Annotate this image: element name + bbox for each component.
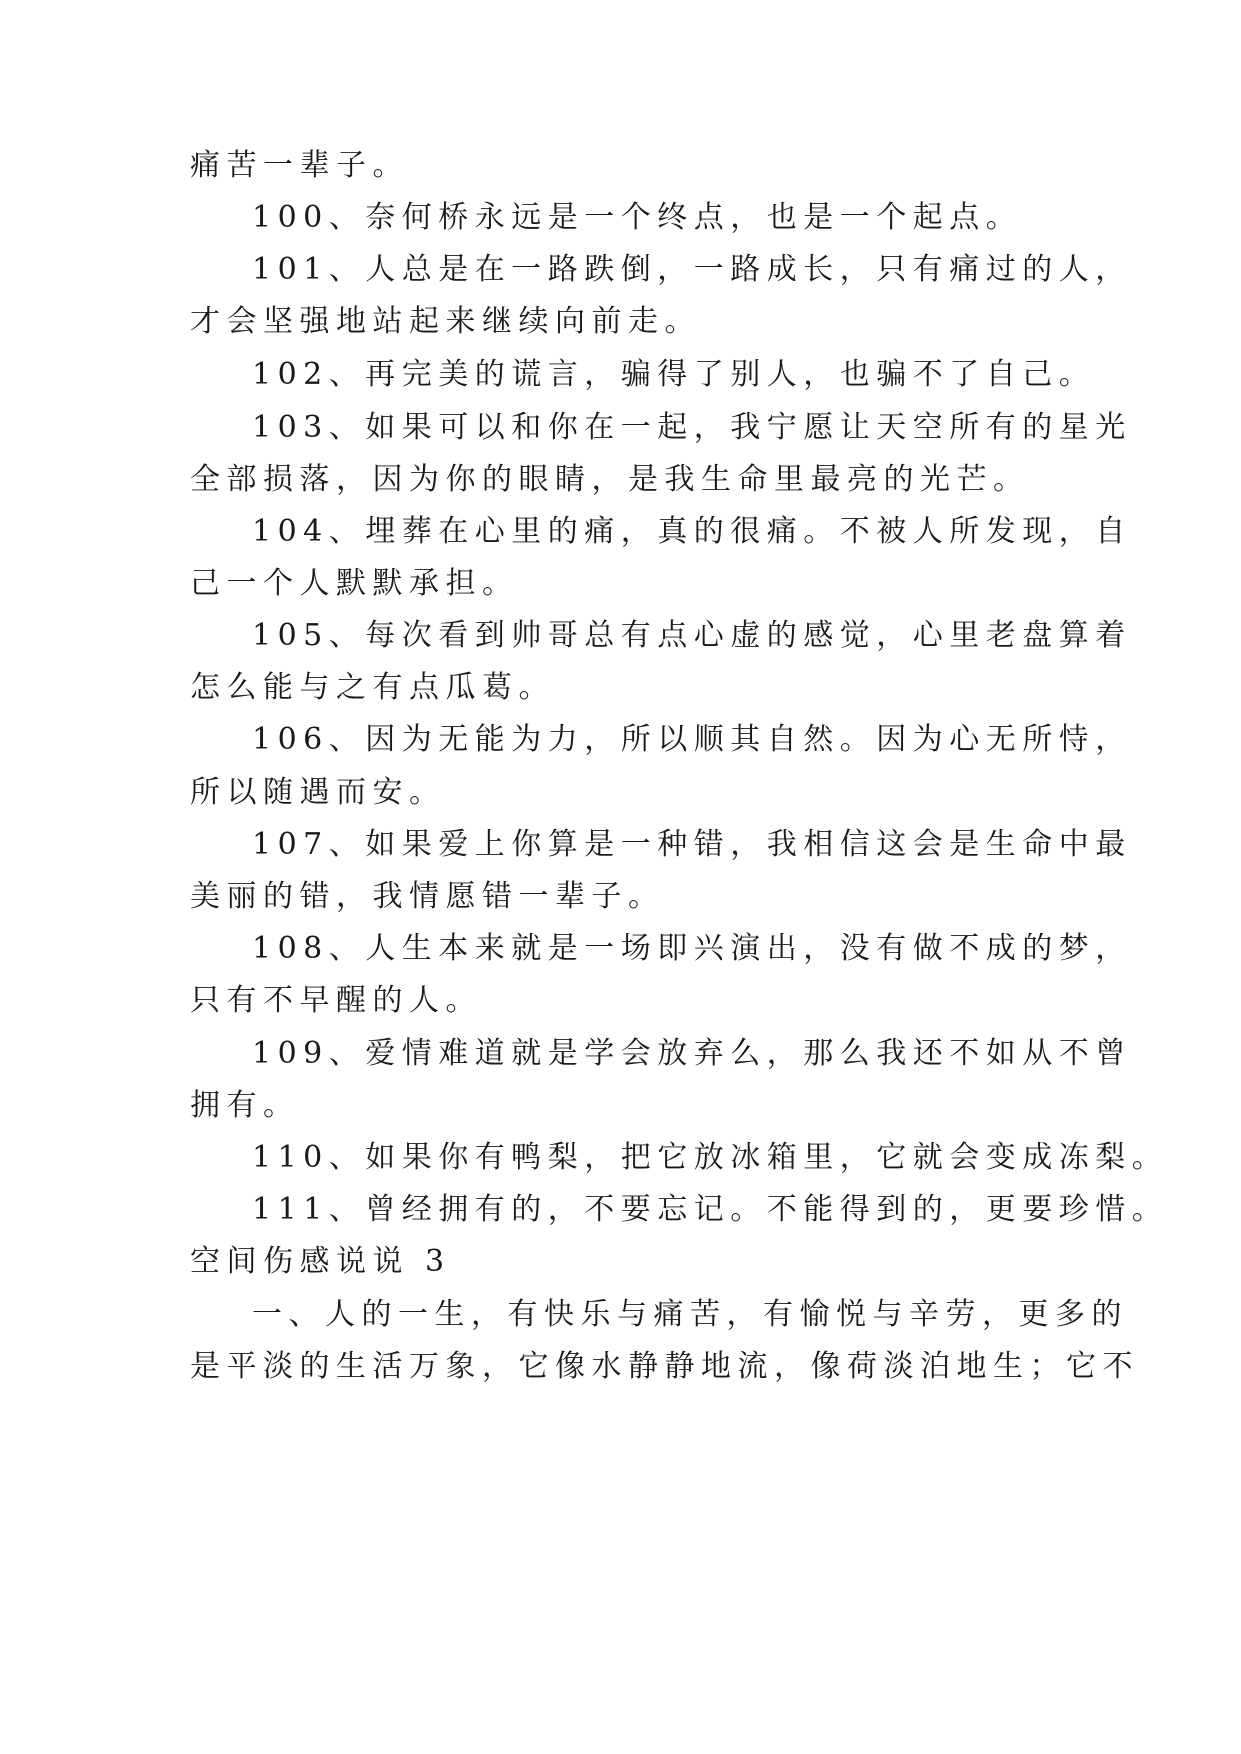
text-line: 109、爱情难道就是学会放弃么，那么我还不如从不曾 [252,1036,1132,1071]
text-line: 是平淡的生活万象，它像水静静地流，像荷淡泊地生；它不 [190,1349,1139,1384]
text-line: 110、如果你有鸭梨，把它放冰箱里，它就会变成冻梨。 [252,1140,1169,1175]
text-line: 107、如果爱上你算是一种错，我相信这会是生命中最 [252,827,1132,862]
text-line: 105、每次看到帅哥总有点心虚的感觉，心里老盘算着 [252,618,1132,653]
text-line: 美丽的错，我情愿错一辈子。 [190,879,665,914]
text-line: 106、因为无能为力，所以顺其自然。因为心无所恃， [252,722,1132,757]
text-line: 111、曾经拥有的，不要忘记。不能得到的，更要珍惜。 [252,1192,1169,1227]
text-line: 拥有。 [190,1088,300,1123]
text-line: 只有不早醒的人。 [190,983,482,1018]
text-line: 所以随遇而安。 [190,775,446,810]
text-line: 痛苦一辈子。 [190,148,409,183]
section-heading: 空间伤感说说 3 [190,1244,451,1279]
text-line: 100、奈何桥永远是一个终点，也是一个起点。 [252,200,1023,235]
text-line: 才会坚强地站起来继续向前走。 [190,304,701,339]
text-line: 怎么能与之有点瓜葛。 [190,670,555,705]
text-line: 己一个人默默承担。 [190,566,519,601]
text-line: 104、埋葬在心里的痛，真的很痛。不被人所发现，自 [252,514,1132,549]
text-line: 102、再完美的谎言，骗得了别人，也骗不了自己。 [252,357,1096,392]
text-line: 一、人的一生，有快乐与痛苦，有愉悦与辛劳，更多的 [252,1297,1128,1332]
text-line: 103、如果可以和你在一起，我宁愿让天空所有的星光 [252,410,1132,445]
text-line: 全部损落，因为你的眼睛，是我生命里最亮的光芒。 [190,462,1030,497]
text-line: 101、人总是在一路跌倒，一路成长，只有痛过的人， [252,252,1132,287]
text-line: 108、人生本来就是一场即兴演出，没有做不成的梦， [252,931,1132,966]
